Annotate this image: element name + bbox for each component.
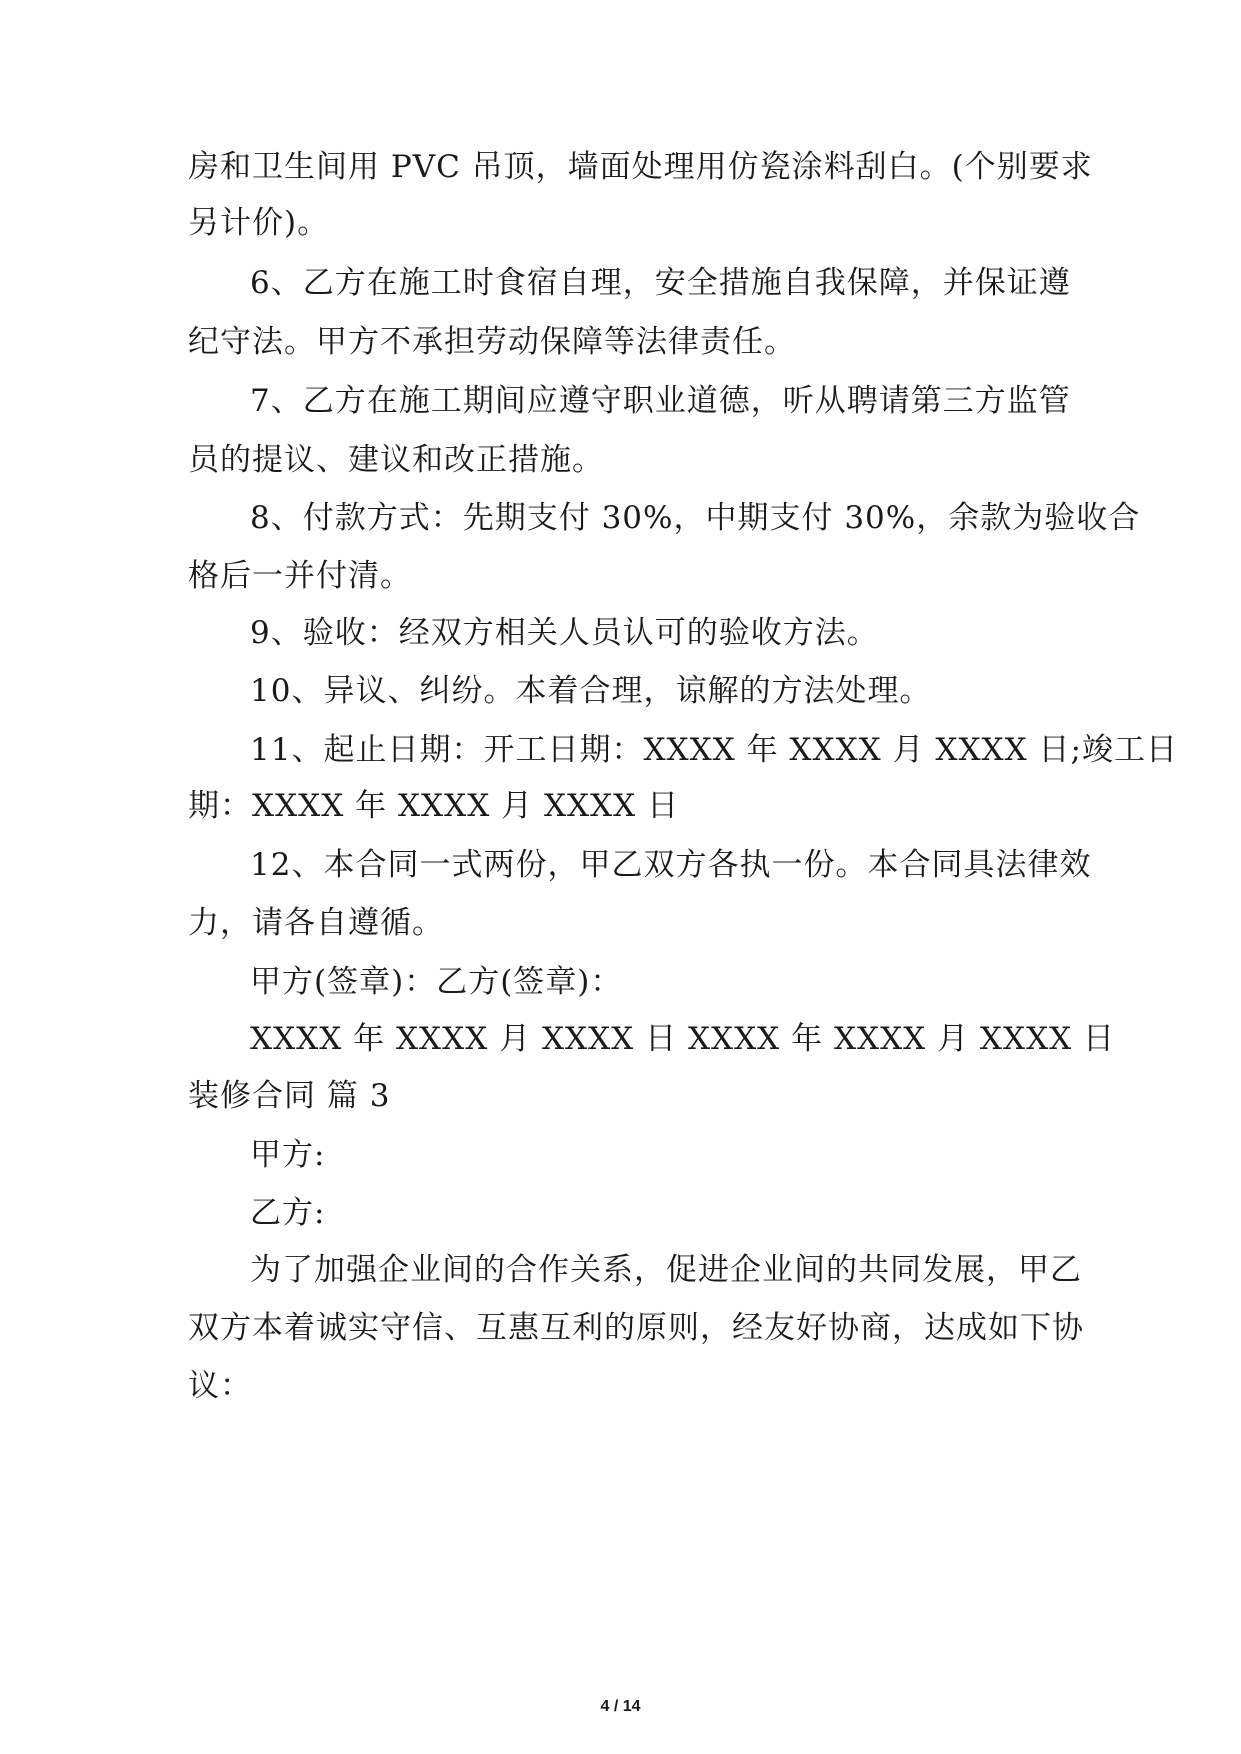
paragraph-line: 双方本着诚实守信、互惠互利的原则，经友好协商，达成如下协 — [188, 1310, 1084, 1346]
paragraph-line: 另计价)。 — [188, 205, 330, 241]
paragraph-line: 12、本合同一式两份，甲乙双方各执一份。本合同具法律效 — [250, 847, 1092, 883]
page-number: 4 / 14 — [600, 1698, 641, 1715]
paragraph-line: 为了加强企业间的合作关系，促进企业间的共同发展，甲乙 — [250, 1252, 1082, 1288]
paragraph-line: 7、乙方在施工期间应遵守职业道德，听从聘请第三方监管 — [250, 383, 1071, 419]
paragraph-line: 8、付款方式：先期支付 30%，中期支付 30%，余款为验收合 — [250, 500, 1141, 536]
paragraph-line: 力，请各自遵循。 — [188, 905, 444, 941]
paragraph-line: 9、验收：经双方相关人员认可的验收方法。 — [250, 615, 879, 651]
paragraph-line: 10、异议、纠纷。本着合理，谅解的方法处理。 — [250, 673, 932, 709]
paragraph-line: 房和卫生间用 PVC 吊顶，墙面处理用仿瓷涂料刮白。(个别要求 — [188, 149, 1093, 185]
paragraph-line: 6、乙方在施工时食宿自理，安全措施自我保障，并保证遵 — [250, 265, 1071, 301]
signature-line: 甲方(签章)：乙方(签章)： — [250, 964, 623, 1000]
date-line: XXXX 年 XXXX 月 XXXX 日 XXXX 年 XXXX 月 XXXX 日 — [250, 1021, 1116, 1057]
section-title: 装修合同 篇 3 — [188, 1078, 391, 1114]
party-b-line: 乙方: — [250, 1195, 326, 1231]
paragraph-line: 纪守法。甲方不承担劳动保障等法律责任。 — [188, 324, 796, 360]
paragraph-line: 员的提议、建议和改正措施。 — [188, 442, 604, 478]
paragraph-line: 期：XXXX 年 XXXX 月 XXXX 日 — [188, 788, 680, 824]
paragraph-line: 格后一并付清。 — [188, 558, 412, 594]
party-a-line: 甲方: — [250, 1137, 326, 1173]
paragraph-line: 议： — [188, 1368, 252, 1404]
paragraph-line: 11、起止日期：开工日期：XXXX 年 XXXX 月 XXXX 日;竣工日 — [250, 732, 1178, 768]
